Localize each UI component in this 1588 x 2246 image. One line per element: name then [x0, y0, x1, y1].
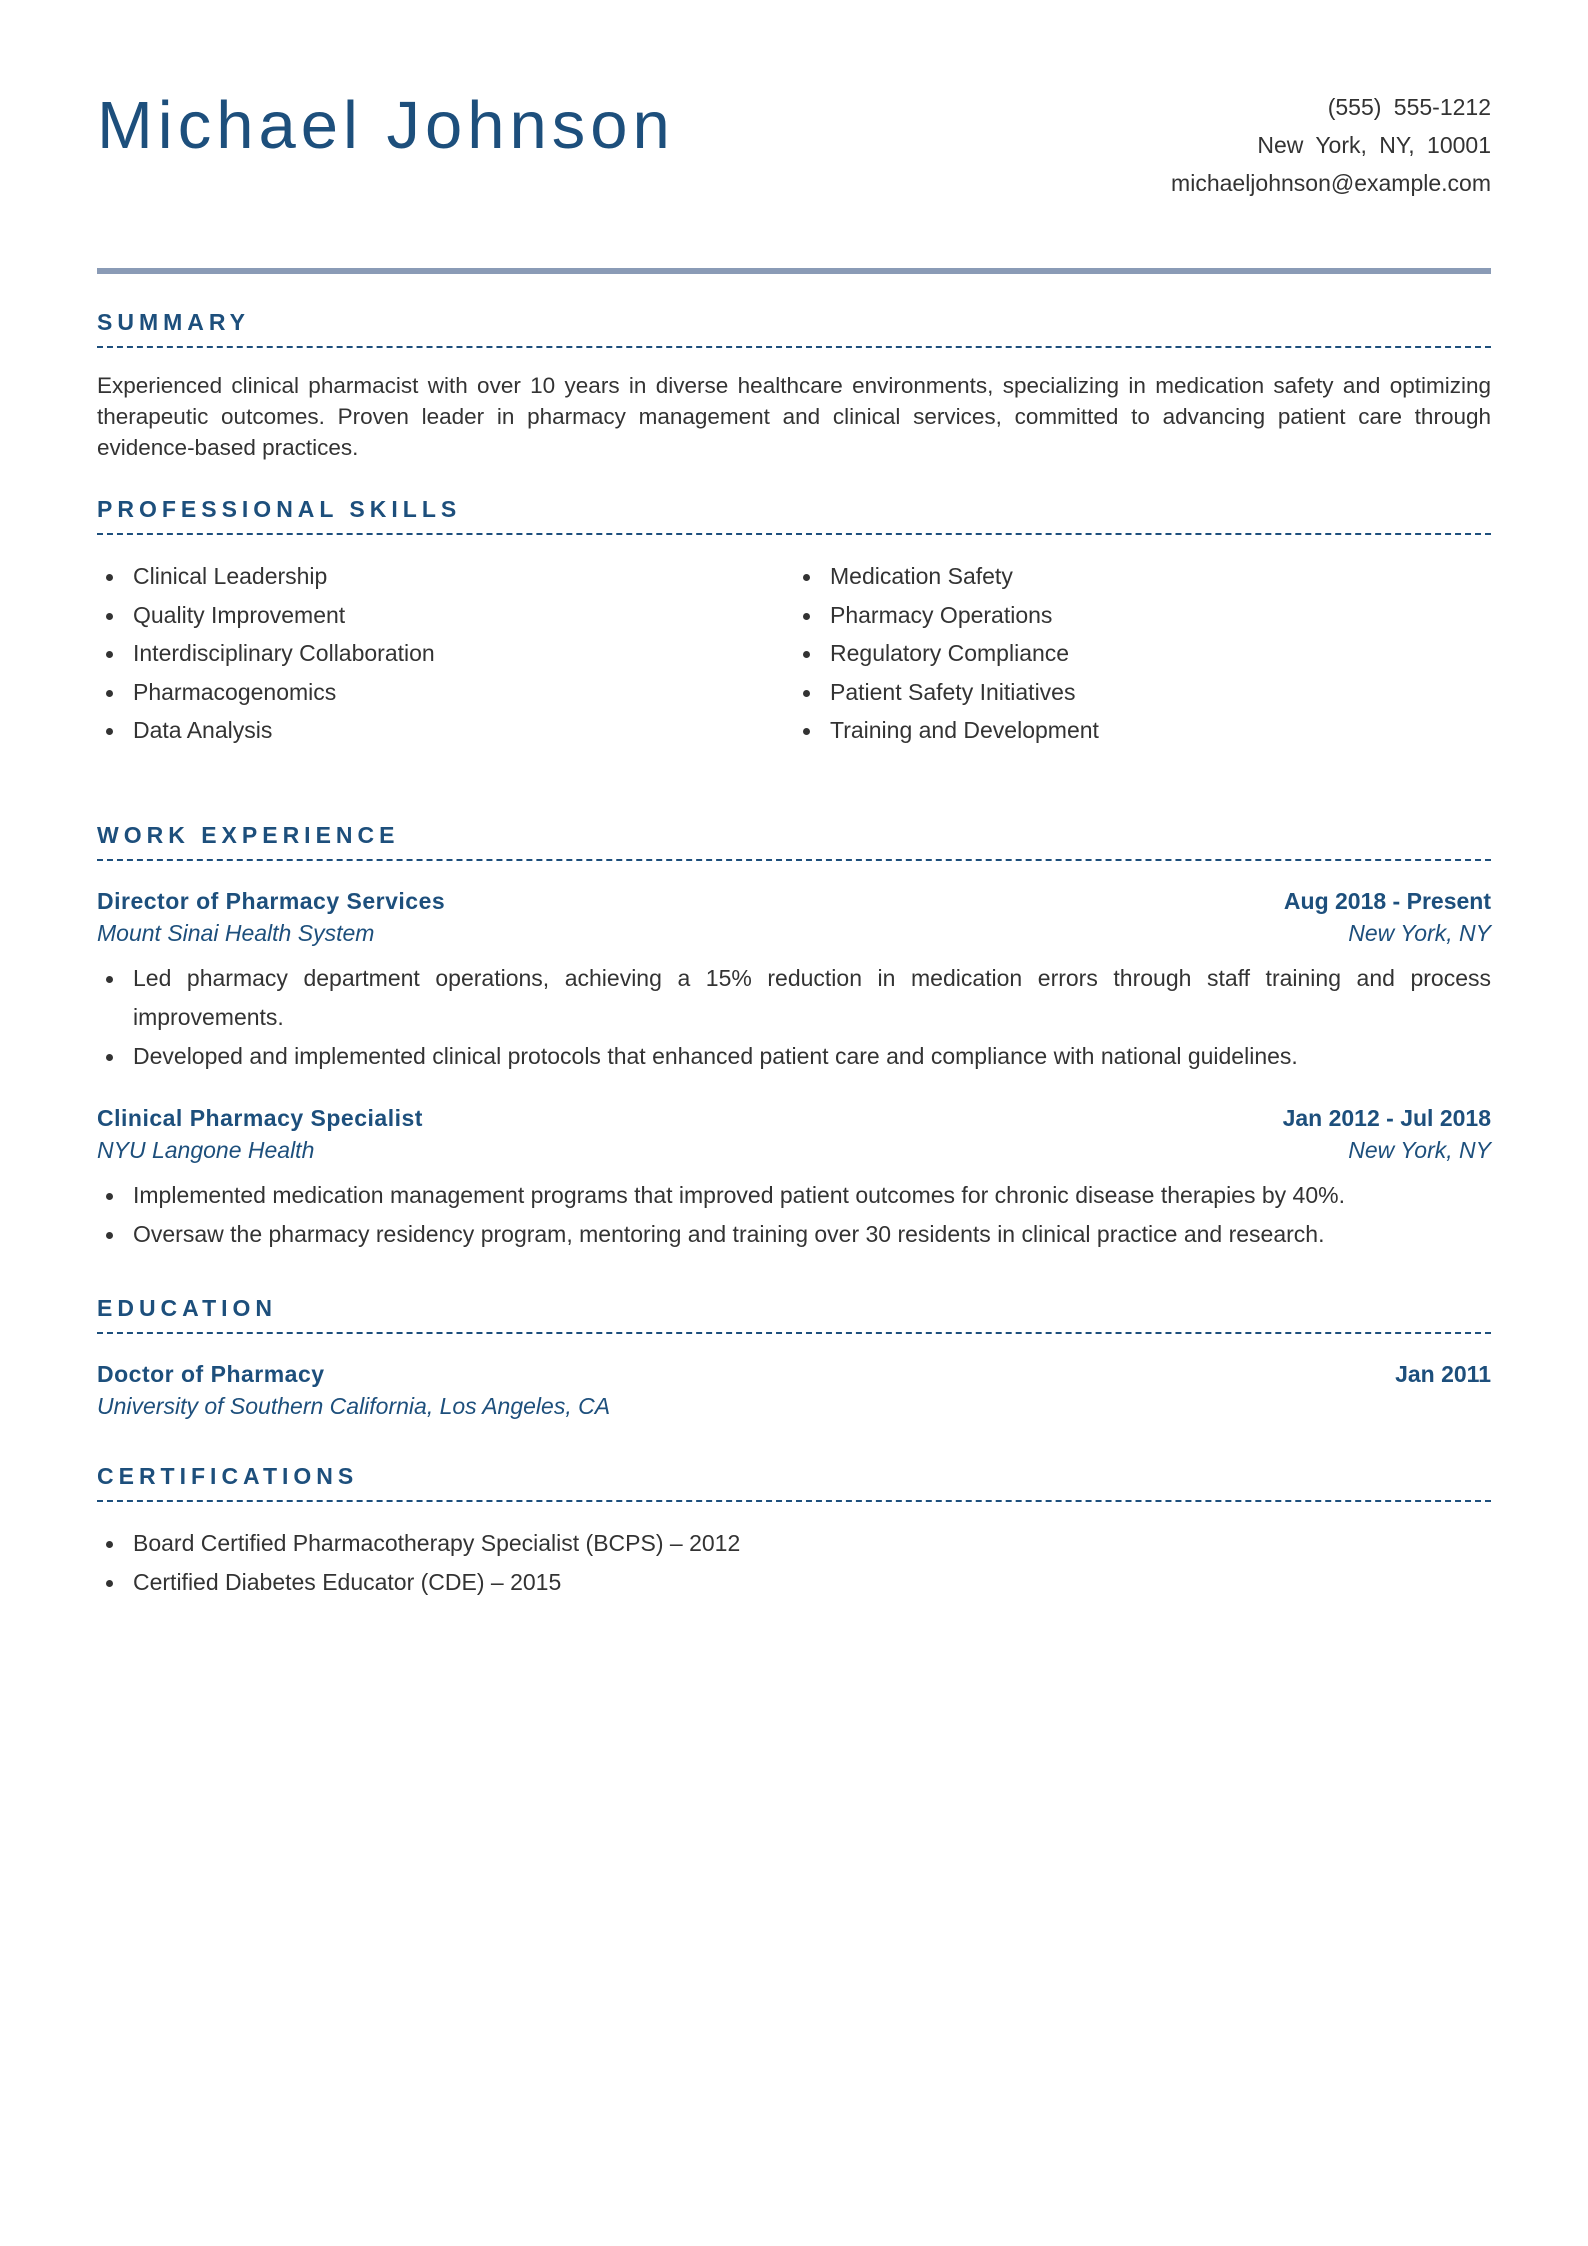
job-bullet	[97, 1215, 1491, 1254]
certification-item	[97, 1524, 1491, 1563]
bullet-icon	[803, 690, 810, 697]
education-entry	[97, 1358, 1491, 1422]
certifications-heading: CERTIFICATIONS	[97, 1462, 1491, 1502]
skills-column-right	[794, 557, 1491, 750]
job-bullet	[97, 1037, 1491, 1076]
bullet-icon	[106, 1054, 113, 1061]
job-bullets	[97, 1176, 1491, 1254]
skill-label: Interdisciplinary Collaboration	[133, 640, 435, 666]
skill-item	[97, 634, 794, 673]
skill-label: Patient Safety Initiatives	[830, 678, 1076, 705]
skills-column-left	[97, 557, 794, 750]
bullet-icon	[803, 613, 810, 620]
skill-item	[97, 711, 794, 750]
school-row	[97, 1390, 1491, 1422]
phone-number: (555) 555-1212	[1327, 94, 1491, 120]
job-bullet-text: Oversaw the pharmacy residency program, mentoring and training over 30 residents in clinical practice and research.	[133, 1220, 1325, 1247]
certifications-section	[97, 1462, 1491, 1602]
bullet-icon	[803, 651, 810, 658]
job-location: New York, NY	[1348, 919, 1491, 946]
degree-name: Doctor of Pharmacy	[97, 1360, 325, 1387]
degree-date: Jan 2011	[1395, 1360, 1491, 1387]
resume-header	[97, 0, 1491, 272]
job-title-row	[97, 1102, 1491, 1134]
bullet-icon	[106, 1193, 113, 1200]
education-section	[97, 1294, 1491, 1422]
summary-section	[97, 308, 1491, 463]
skill-item	[97, 596, 794, 635]
job-bullets	[97, 959, 1491, 1076]
certification-item	[97, 1563, 1491, 1602]
certification-list	[97, 1524, 1491, 1602]
job-organization: Mount Sinai Health System	[97, 919, 375, 946]
job-entry	[97, 885, 1491, 1076]
job-entry	[97, 1102, 1491, 1254]
education-heading: EDUCATION	[97, 1294, 1491, 1334]
skill-item	[794, 634, 1491, 673]
job-bullet	[97, 959, 1491, 1037]
job-organization: NYU Langone Health	[97, 1136, 315, 1163]
job-org-row	[97, 917, 1491, 949]
job-org-row	[97, 1134, 1491, 1166]
bullet-icon	[106, 1580, 113, 1587]
degree-row	[97, 1358, 1491, 1390]
skill-label: Regulatory Compliance	[830, 640, 1070, 666]
skill-label: Pharmacogenomics	[133, 678, 337, 705]
skill-item	[97, 557, 794, 596]
skills-grid	[97, 557, 1491, 750]
skill-label: Medication Safety	[830, 563, 1013, 589]
address: New York, NY, 10001	[1257, 132, 1491, 158]
certification-text: Certified Diabetes Educator (CDE) – 2015	[133, 1568, 562, 1595]
school-name: University of Southern California, Los Angeles, CA	[97, 1392, 611, 1419]
job-role: Director of Pharmacy Services	[97, 887, 446, 914]
certification-text: Board Certified Pharmacotherapy Specialist (BCPS) – 2012	[133, 1529, 741, 1556]
job-location: New York, NY	[1348, 1136, 1491, 1163]
skill-label: Pharmacy Operations	[830, 601, 1053, 628]
job-bullet	[97, 1176, 1491, 1215]
bullet-icon	[106, 651, 113, 658]
skill-item	[794, 557, 1491, 596]
skill-label: Training and Development	[830, 717, 1099, 743]
work-experience-heading: WORK EXPERIENCE	[97, 821, 1491, 861]
job-bullet-text: Developed and implemented clinical protocols that enhanced patient care and compliance with national guidelines.	[133, 1042, 1298, 1069]
skills-heading: PROFESSIONAL SKILLS	[97, 495, 1491, 535]
job-dates: Aug 2018 - Present	[1283, 887, 1491, 914]
work-experience-section	[97, 821, 1491, 1254]
candidate-name: Michael Johnson	[97, 88, 675, 163]
contact-info	[1171, 88, 1491, 202]
bullet-icon	[106, 613, 113, 620]
bullet-icon	[803, 728, 810, 735]
skill-item	[794, 596, 1491, 635]
bullet-icon	[106, 1541, 113, 1548]
bullet-icon	[106, 976, 113, 983]
bullet-icon	[106, 1232, 113, 1239]
job-role: Clinical Pharmacy Specialist	[97, 1104, 423, 1131]
summary-text: Experienced clinical pharmacist with over 10 years in diverse healthcare environments, specializing in medication safety and optimizing therapeutic outcomes. Proven leader in pharmacy management and clinical services, committed to advancing patient care through evidence-based practices.	[97, 373, 1491, 460]
skill-label: Data Analysis	[133, 717, 273, 743]
email-address: michaeljohnson@example.com	[1171, 170, 1491, 196]
skill-item	[794, 711, 1491, 750]
bullet-icon	[106, 690, 113, 697]
job-bullet-text: Implemented medication management programs that improved patient outcomes for chronic disease therapies by 40%.	[133, 1181, 1345, 1208]
bullet-icon	[106, 728, 113, 735]
bullet-icon	[803, 574, 810, 581]
skills-section	[97, 495, 1491, 750]
skill-item	[97, 673, 794, 712]
job-dates: Jan 2012 - Jul 2018	[1282, 1104, 1491, 1131]
skill-item	[794, 673, 1491, 712]
bullet-icon	[106, 574, 113, 581]
skill-label: Quality Improvement	[133, 601, 346, 628]
skill-label: Clinical Leadership	[133, 563, 328, 589]
summary-heading: SUMMARY	[97, 308, 1491, 348]
header-divider	[97, 268, 1491, 274]
job-title-row	[97, 885, 1491, 917]
job-bullet-text: Led pharmacy department operations, achieving a 15% reduction in medication errors through staff training and process improvements.	[133, 964, 1491, 1030]
